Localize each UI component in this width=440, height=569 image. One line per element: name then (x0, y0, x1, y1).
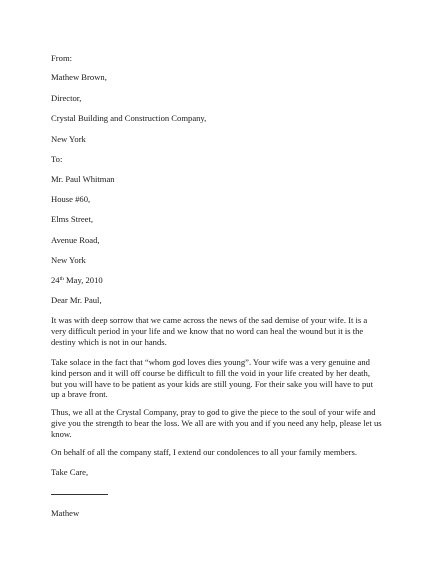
recipient-house: House #60, (51, 194, 91, 204)
recipient-name: Mr. Paul Whitman (51, 174, 115, 184)
date-rest: May, 2010 (63, 275, 103, 285)
date-day: 24 (51, 275, 60, 285)
body-paragraph-3: Thus, we all at the Crystal Company, pray to god to give the piece to the soul of your wife and give you the strength to bear the loss. We all are with you and if you need any help, please let us know. (51, 407, 382, 439)
sender-name: Mathew Brown, (51, 72, 107, 82)
sender-title: Director, (51, 93, 82, 103)
letter-date (51, 275, 103, 285)
salutation: Dear Mr. Paul, (51, 295, 102, 305)
signature-line (51, 494, 108, 495)
sender-company: Crystal Building and Construction Company, (51, 113, 207, 123)
from-label: From: (51, 53, 73, 63)
body-paragraph-2: Take solace in the fact that “whom god loves dies young”. Your wife was a very genuine and kind person and it will off course be difficult to fill the void in your life created by her death, but you will have to be patient as your kids are still young. For their sake you will have to put up a brave front. (51, 357, 373, 400)
recipient-road: Avenue Road, (51, 235, 100, 245)
sender-city: New York (51, 134, 86, 144)
signature-name: Mathew (51, 508, 80, 518)
recipient-street: Elms Street, (51, 214, 94, 224)
to-label: To: (51, 154, 63, 164)
body-paragraph-4: On behalf of all the company staff, I extend our condolences to all your family members. (51, 447, 358, 457)
closing: Take Care, (51, 467, 89, 477)
date-suffix: th (59, 276, 64, 282)
body-paragraph-1: It was with deep sorrow that we came across the news of the sad demise of your wife. It is a very difficult period in your life and we know that no word can heal the wound but it is the destiny which is not in our hands. (51, 315, 368, 347)
recipient-city: New York (51, 255, 86, 265)
